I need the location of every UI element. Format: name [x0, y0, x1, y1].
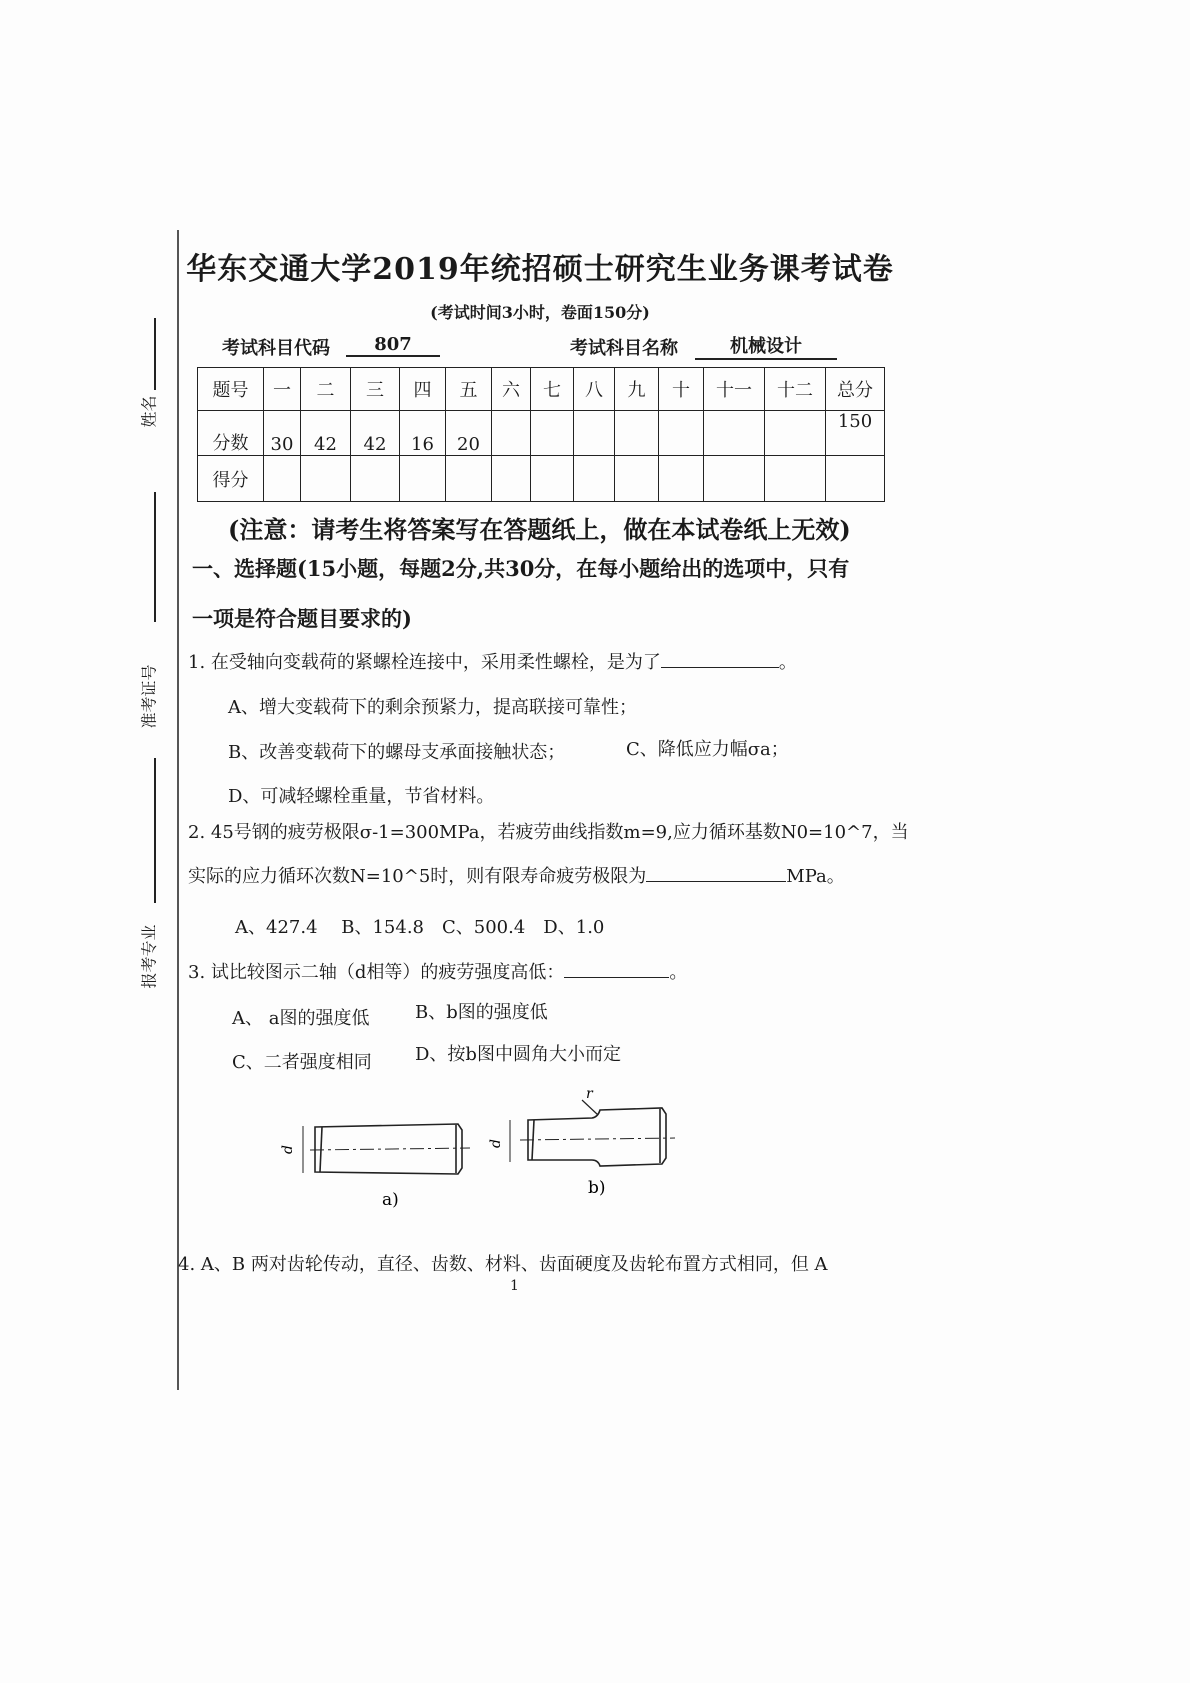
score-table: [197, 367, 885, 502]
q3-option-b: B、b图的强度低: [415, 1002, 548, 1023]
subject-label: 考试科目名称: [570, 338, 678, 359]
score-earned-cell: [446, 456, 492, 502]
q2-stem-cont: 实际的应力循环次数N=10^5时，则有限寿命疲劳极限为 MPa。: [188, 866, 845, 887]
score-earned-cell: [264, 456, 301, 502]
fillet-r-label: r: [586, 1086, 593, 1102]
q1-stem: 1. 在受轴向变载荷的紧螺栓连接中，采用柔性螺栓，是为了 。: [188, 652, 797, 673]
score-earned-cell: [765, 456, 826, 502]
q1-answer-blank: [661, 667, 779, 668]
code-value: 807: [346, 334, 440, 357]
score-header-cell: 五: [446, 368, 492, 411]
score-earned-cell: [615, 456, 659, 502]
score-header-cell: 十一: [704, 368, 765, 411]
page-title: 华东交通大学2019年统招硕士研究生业务课考试卷: [186, 252, 894, 287]
subject-value: 机械设计: [695, 332, 837, 360]
q3-option-a: A、 a图的强度低: [232, 1008, 370, 1029]
score-earned-cell: [826, 456, 885, 502]
exam-subtitle: (考试时间3小时，卷面150分): [430, 303, 650, 322]
notice: (注意：请考生将答案写在答题纸上，做在本试卷纸上无效): [228, 515, 851, 544]
q1-option-a: A、增大变载荷下的剩余预紧力，提高联接可靠性；: [228, 697, 637, 718]
score-earned-cell: [351, 456, 400, 502]
q2-options: A、427.4 B、154.8 C、500.4 D、1.0: [235, 917, 605, 938]
score-points-cell: [704, 411, 765, 456]
score-points-cell: 分数: [198, 411, 264, 456]
score-earned-cell: 得分: [198, 456, 264, 502]
q2-answer-blank: [646, 881, 786, 882]
q3-answer-blank: [564, 977, 669, 978]
ticket-label: 准考证号: [139, 664, 159, 729]
major-line: [154, 758, 156, 903]
section1-heading: 一、选择题(15小题，每题2分,共30分，在每小题给出的选项中，只有: [192, 556, 850, 581]
score-row-earned: [198, 456, 885, 502]
figure-b-label: b): [588, 1178, 606, 1198]
score-points-cell: [531, 411, 574, 456]
score-earned-cell: [400, 456, 446, 502]
score-earned-cell: [492, 456, 531, 502]
score-points-cell: 16: [400, 411, 446, 456]
score-earned-cell: [704, 456, 765, 502]
score-points-cell: [615, 411, 659, 456]
score-header-cell: 三: [351, 368, 400, 411]
shaft-b-d-label: d: [488, 1139, 504, 1148]
figure-a-label: a): [382, 1190, 399, 1210]
score-points-cell: 42: [301, 411, 351, 456]
score-earned-cell: [659, 456, 704, 502]
score-header-cell: 十二: [765, 368, 826, 411]
score-header-cell: 九: [615, 368, 659, 411]
score-earned-cell: [301, 456, 351, 502]
score-points-cell: 20: [446, 411, 492, 456]
score-points-cell: [765, 411, 826, 456]
score-points-cell: [574, 411, 615, 456]
name-label: 姓名: [139, 395, 159, 428]
score-points-cell: 42: [351, 411, 400, 456]
shaft-b: [510, 1100, 675, 1166]
q1-option-c: C、降低应力幅σa；: [626, 739, 789, 760]
score-earned-cell: [574, 456, 615, 502]
score-header-cell: 六: [492, 368, 531, 411]
score-header-cell: 十: [659, 368, 704, 411]
ticket-line: [154, 492, 156, 622]
score-points-cell: 150: [826, 411, 885, 456]
major-label: 报考专业: [139, 924, 159, 989]
q3-option-d: D、按b图中圆角大小而定: [415, 1044, 621, 1065]
q1-option-b: B、改善变载荷下的螺母支承面接触状态；: [228, 742, 566, 763]
score-points-cell: [659, 411, 704, 456]
shaft-a: [303, 1124, 470, 1174]
score-header-cell: 四: [400, 368, 446, 411]
score-row-points: [198, 411, 885, 456]
q2-stem: 2. 45号钢的疲劳极限σ-1=300MPa，若疲劳曲线指数m=9,应力循环基数N0=10^7，当: [188, 822, 909, 843]
binding-line: [177, 230, 179, 1390]
shaft-figures: [270, 1080, 690, 1220]
score-earned-cell: [531, 456, 574, 502]
score-header-cell: 一: [264, 368, 301, 411]
code-label: 考试科目代码: [222, 338, 330, 359]
q3-option-c: C、二者强度相同: [232, 1052, 372, 1073]
score-header-cell: 总分: [826, 368, 885, 411]
score-points-cell: 30: [264, 411, 301, 456]
name-line: [154, 318, 156, 390]
shaft-a-d-label: d: [280, 1145, 296, 1154]
score-header-cell: 题号: [198, 368, 264, 411]
score-header-cell: 八: [574, 368, 615, 411]
score-points-cell: [492, 411, 531, 456]
score-header-cell: 七: [531, 368, 574, 411]
q3-stem: 3. 试比较图示二轴（d相等）的疲劳强度高低： 。: [188, 962, 688, 983]
q1-option-d: D、可减轻螺栓重量，节省材料。: [228, 786, 495, 807]
score-header-cell: 二: [301, 368, 351, 411]
page-number: 1: [510, 1278, 519, 1294]
q4-stem: 4. A、B 两对齿轮传动，直径、齿数、材料、齿面硬度及齿轮布置方式相同，但 A: [178, 1254, 828, 1275]
score-row-headers: [198, 368, 885, 411]
section1-heading-cont: 一项是符合题目要求的): [192, 606, 412, 631]
